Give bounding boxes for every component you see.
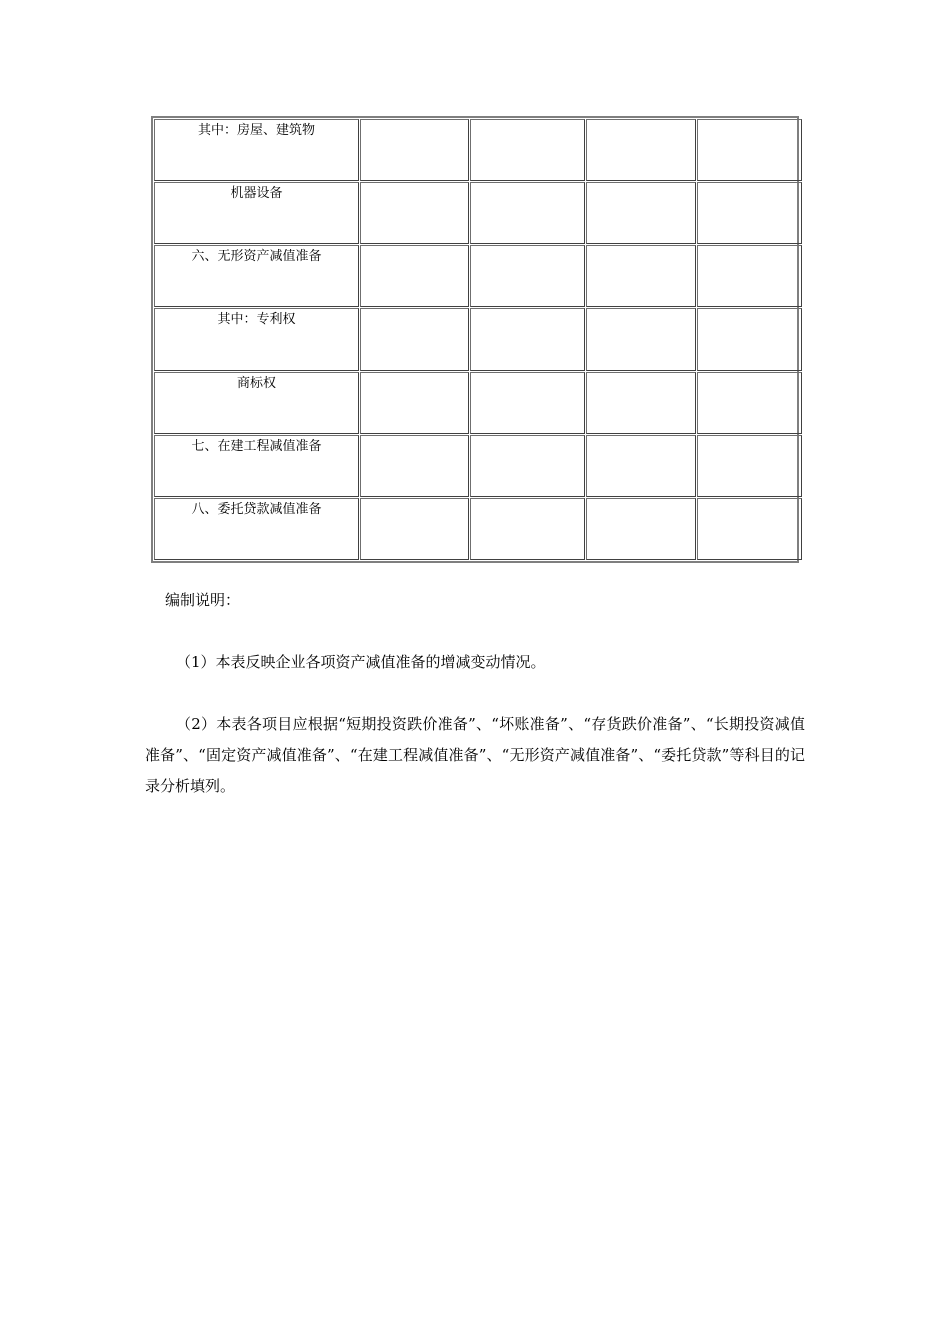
note-item-1: （1）本表反映企业各项资产减值准备的增减变动情况。 bbox=[176, 653, 546, 671]
table-cell bbox=[697, 498, 802, 560]
table-cell bbox=[470, 308, 585, 370]
table-row bbox=[154, 245, 802, 307]
row-label: 其中：专利权 bbox=[154, 308, 359, 370]
row-label: 其中：房屋、建筑物 bbox=[154, 119, 359, 181]
table-cell bbox=[586, 372, 696, 434]
table-cell bbox=[697, 245, 802, 307]
table-cell bbox=[586, 498, 696, 560]
table-cell bbox=[470, 435, 585, 497]
table-row bbox=[154, 119, 802, 181]
note-item-2: （2）本表各项目应根据“短期投资跌价准备”、“坏账准备”、“存货跌价准备”、“长期投资减值准备”、“固定资产减值准备”、“在建工程减值准备”、“无形资产减值准备”、“委托贷款”等科目的记录分析填列。 bbox=[145, 715, 805, 795]
row-label: 六、无形资产减值准备 bbox=[154, 245, 359, 307]
compilation-notes bbox=[145, 585, 805, 833]
table-cell bbox=[360, 245, 469, 307]
reserve-table-grid bbox=[153, 118, 803, 561]
table-cell bbox=[697, 308, 802, 370]
table-row bbox=[154, 308, 802, 370]
table-cell bbox=[697, 435, 802, 497]
table-row bbox=[154, 498, 802, 560]
table-row bbox=[154, 372, 802, 434]
table-cell bbox=[586, 308, 696, 370]
table-row bbox=[154, 182, 802, 244]
impairment-reserve-table bbox=[151, 116, 799, 563]
row-label: 八、委托贷款减值准备 bbox=[154, 498, 359, 560]
table-cell bbox=[470, 372, 585, 434]
table-cell bbox=[586, 119, 696, 181]
table-cell bbox=[360, 372, 469, 434]
table-cell bbox=[360, 119, 469, 181]
table-cell bbox=[360, 498, 469, 560]
table-cell bbox=[470, 182, 585, 244]
table-cell bbox=[470, 119, 585, 181]
table-cell bbox=[470, 245, 585, 307]
notes-heading: 编制说明： bbox=[165, 591, 241, 609]
table-cell bbox=[697, 372, 802, 434]
table-cell bbox=[360, 182, 469, 244]
table-cell bbox=[586, 182, 696, 244]
table-cell bbox=[697, 182, 802, 244]
row-label: 七、在建工程减值准备 bbox=[154, 435, 359, 497]
table-row bbox=[154, 435, 802, 497]
table-cell bbox=[360, 435, 469, 497]
table-cell bbox=[586, 435, 696, 497]
table-cell bbox=[697, 119, 802, 181]
row-label: 机器设备 bbox=[154, 182, 359, 244]
table-cell bbox=[470, 498, 585, 560]
table-cell bbox=[586, 245, 696, 307]
table-cell bbox=[360, 308, 469, 370]
row-label: 商标权 bbox=[154, 372, 359, 434]
